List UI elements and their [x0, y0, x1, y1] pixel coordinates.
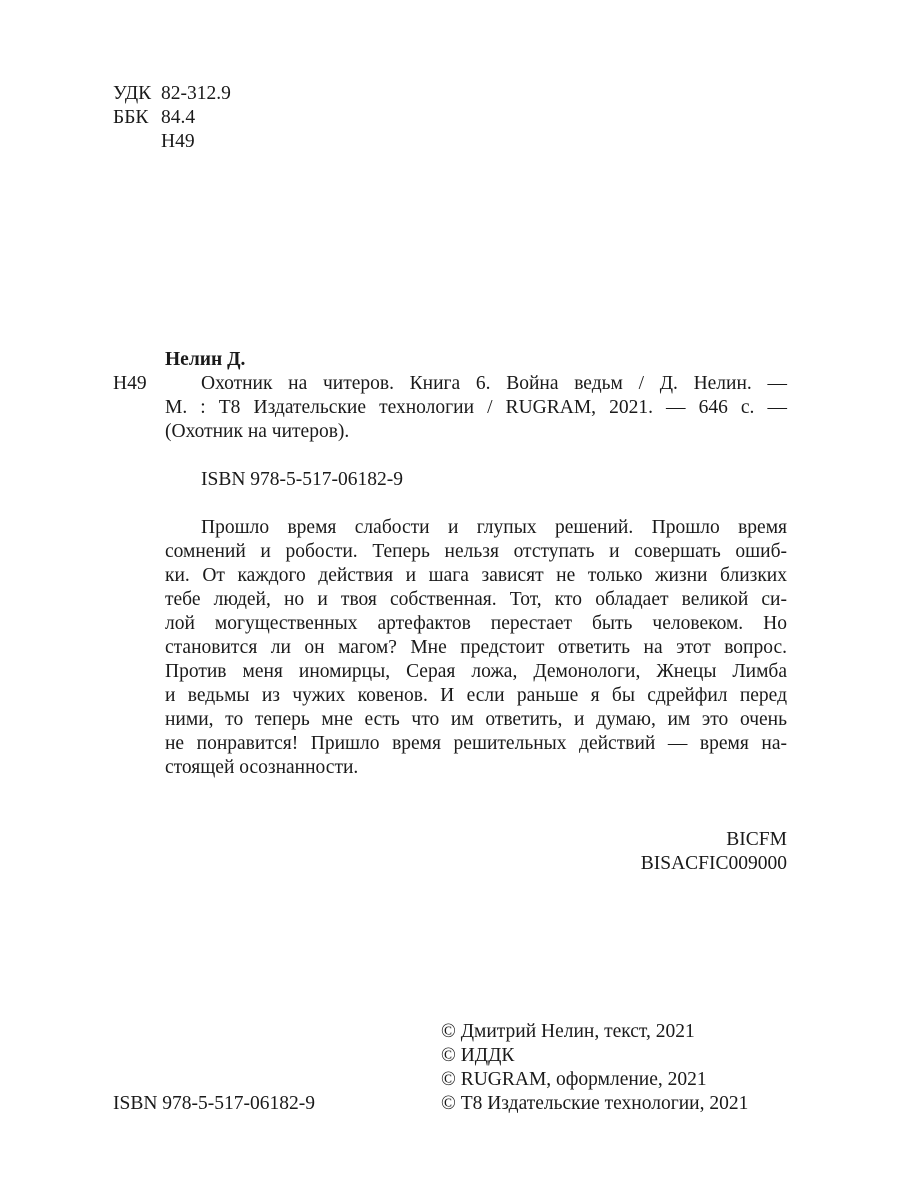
annotation-line-1: Прошло время слабости и глупых решений. Прошло время — [201, 517, 787, 538]
udk-label: УДК — [113, 83, 152, 104]
copyright-line-4: © Т8 Издательские технологии, 2021 — [441, 1093, 749, 1114]
annotation-line-5: лой могущественных артефактов перестает быть человеком. Но — [165, 613, 787, 634]
annotation-line-9: ними, то теперь мне есть что им ответить, и думаю, им это очень — [165, 709, 787, 730]
annotation-line-8: и ведьмы из чужих ковенов. И если раньше я бы сдрейфил перед — [165, 685, 787, 706]
author-mark-record: Н49 — [113, 373, 147, 394]
bic-code: BICFM — [726, 829, 787, 850]
annotation-line-7: Против меня иномирцы, Серая ложа, Демонологи, Жнецы Лимба — [165, 661, 787, 682]
copyright-line-3: © RUGRAM, оформление, 2021 — [441, 1069, 707, 1090]
bbk-label: ББК — [113, 107, 149, 128]
annotation-line-3: ки. От каждого действия и шага зависят не только жизни близких — [165, 565, 787, 586]
bisac-code: BISACFIC009000 — [640, 853, 787, 874]
description-line-1: Охотник на читеров. Книга 6. Война ведьм / Д. Нелин. — — [201, 373, 787, 394]
record-isbn: ISBN 978-5-517-06182-9 — [201, 469, 404, 490]
copyright-line-2: © ИДДК — [441, 1045, 515, 1066]
annotation-line-4: тебе людей, но и твоя собственная. Тот, кто обладает великой си- — [165, 589, 787, 610]
author-mark-top: Н49 — [161, 131, 195, 152]
author-name: Нелин Д. — [165, 349, 246, 370]
annotation-line-2: сомнений и робости. Теперь нельзя отступать и совершать ошиб- — [165, 541, 787, 562]
description-line-3: (Охотник на читеров). — [165, 421, 350, 442]
udk-line — [113, 83, 231, 105]
udk-value: 82-312.9 — [161, 83, 231, 104]
description-line-2: М. : Т8 Издательские технологии / RUGRAM, 2021. — 646 с. — — [165, 397, 787, 418]
annotation-line-11: стоящей осознанности. — [165, 757, 359, 778]
bbk-value: 84.4 — [161, 107, 196, 128]
annotation-line-6: становится ли он магом? Мне предстоит ответить на этот вопрос. — [165, 637, 787, 658]
footer-isbn: ISBN 978-5-517-06182-9 — [113, 1093, 316, 1114]
annotation-line-10: не понравится! Пришло время решительных действий — время на- — [165, 733, 787, 754]
copyright-line-1: © Дмитрий Нелин, текст, 2021 — [441, 1021, 695, 1042]
bbk-line — [113, 107, 195, 129]
